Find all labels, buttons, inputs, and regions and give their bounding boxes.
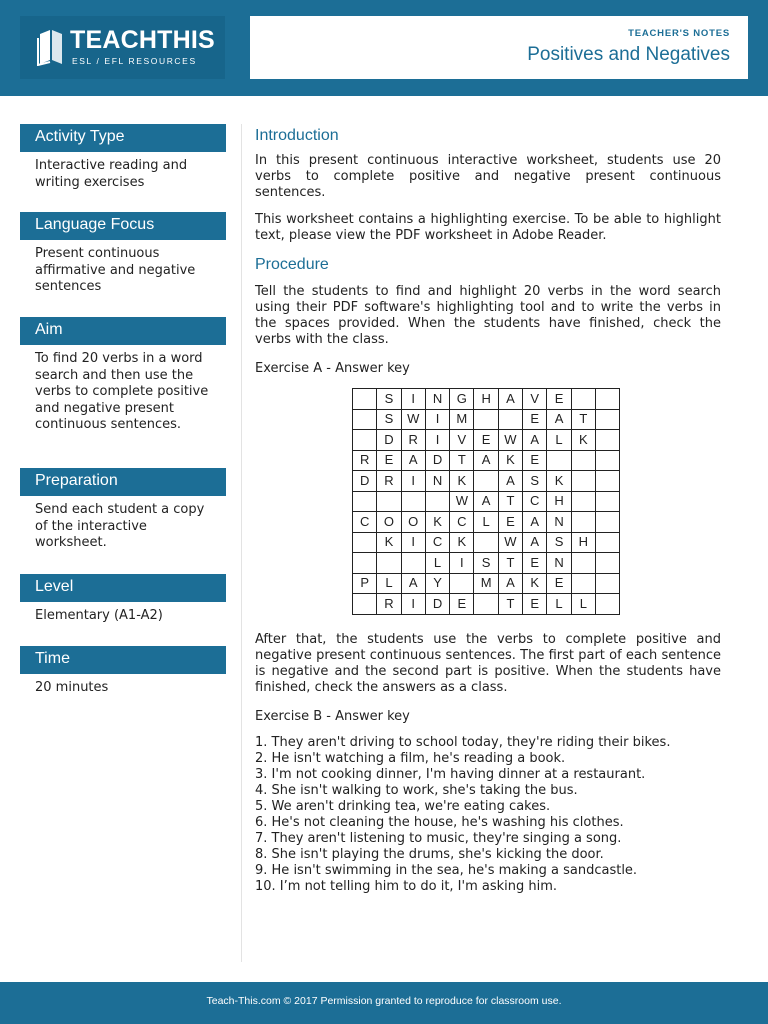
grid-cell: A <box>474 450 498 471</box>
footer-bar <box>0 982 768 1024</box>
grid-row <box>353 389 620 410</box>
answer-item: 7. They aren't listening to music, they're singing a song. <box>255 830 622 846</box>
answer-item: 5. We aren't drinking tea, we're eating cakes. <box>255 798 551 814</box>
grid-cell: A <box>498 389 522 410</box>
grid-cell: A <box>401 573 425 594</box>
page-title: Positives and Negatives <box>527 44 730 65</box>
grid-cell: I <box>425 409 449 430</box>
grid-cell: C <box>523 491 547 512</box>
grid-cell <box>547 450 571 471</box>
grid-cell: E <box>523 553 547 574</box>
intro-heading: Introduction <box>255 127 339 144</box>
grid-cell: S <box>377 409 401 430</box>
grid-cell: L <box>547 594 571 615</box>
grid-cell <box>571 491 595 512</box>
grid-cell: L <box>474 512 498 533</box>
sidebar-body: Interactive reading and writing exercises <box>35 158 188 190</box>
grid-cell <box>353 409 377 430</box>
grid-cell: A <box>401 450 425 471</box>
grid-cell: V <box>450 430 474 451</box>
grid-cell: K <box>571 430 595 451</box>
grid-cell <box>401 553 425 574</box>
grid-cell: I <box>401 594 425 615</box>
grid-cell: I <box>425 430 449 451</box>
sidebar-body: 20 minutes <box>35 680 109 695</box>
grid-cell <box>425 491 449 512</box>
exercise-b-label: Exercise B - Answer key <box>255 708 410 724</box>
grid-cell: E <box>450 594 474 615</box>
grid-cell: C <box>450 512 474 533</box>
grid-cell <box>450 573 474 594</box>
grid-cell <box>474 532 498 553</box>
grid-cell <box>595 491 619 512</box>
grid-cell <box>571 389 595 410</box>
sidebar-section-activity-type <box>20 124 226 212</box>
grid-cell <box>571 573 595 594</box>
grid-cell <box>595 594 619 615</box>
grid-cell: T <box>498 594 522 615</box>
grid-cell: A <box>523 532 547 553</box>
grid-cell: H <box>547 491 571 512</box>
grid-cell: T <box>571 409 595 430</box>
grid-cell: E <box>523 409 547 430</box>
grid-cell: C <box>425 532 449 553</box>
grid-cell: T <box>498 491 522 512</box>
procedure-heading: Procedure <box>255 256 329 273</box>
header-bar <box>0 0 768 96</box>
grid-cell <box>595 573 619 594</box>
grid-cell <box>571 471 595 492</box>
grid-cell: E <box>547 573 571 594</box>
sidebar-heading: Time <box>20 646 226 674</box>
grid-cell <box>353 594 377 615</box>
grid-cell: D <box>425 450 449 471</box>
grid-cell: R <box>377 471 401 492</box>
grid-cell: C <box>353 512 377 533</box>
intro-paragraph-1: In this present continuous interactive worksheet, students use 20 verbs to complete positive and negative present continuous sentences. <box>255 153 721 200</box>
grid-cell: O <box>401 512 425 533</box>
grid-cell: W <box>498 532 522 553</box>
column-divider <box>241 124 242 962</box>
sidebar-section-level <box>20 574 226 646</box>
grid-cell <box>595 512 619 533</box>
grid-cell <box>401 491 425 512</box>
procedure-paragraph: Tell the students to find and highlight 20 verbs in the word search using their PDF software's highlighting tool and to write the verbs in the spaces provided. When the students have finished, check the verbs with the class. <box>255 284 721 347</box>
sidebar-body: Elementary (A1-A2) <box>35 608 163 623</box>
grid-cell <box>498 409 522 430</box>
logo <box>20 16 225 79</box>
logo-title: TEACHTHIS <box>70 26 215 54</box>
grid-cell <box>353 553 377 574</box>
grid-cell <box>377 553 401 574</box>
grid-cell: K <box>425 512 449 533</box>
grid-cell <box>595 430 619 451</box>
grid-cell: A <box>523 512 547 533</box>
grid-row <box>353 532 620 553</box>
grid-cell: I <box>401 389 425 410</box>
sidebar-heading: Level <box>20 574 226 602</box>
grid-cell: S <box>474 553 498 574</box>
grid-cell: E <box>474 430 498 451</box>
grid-cell: Y <box>425 573 449 594</box>
grid-cell: N <box>547 512 571 533</box>
grid-cell: P <box>353 573 377 594</box>
grid-cell: H <box>474 389 498 410</box>
footer-text: Teach-This.com © 2017 Permission granted to reproduce for classroom use. <box>206 995 562 1007</box>
grid-cell: M <box>450 409 474 430</box>
grid-cell: K <box>450 532 474 553</box>
after-paragraph: After that, the students use the verbs to complete positive and negative present continuous sentences. The first part of each sentence is negative and the second part is positive. When the students have finished, check the answers as a class. <box>255 631 721 695</box>
grid-cell: L <box>571 594 595 615</box>
grid-cell: A <box>474 491 498 512</box>
book-icon <box>36 28 66 70</box>
sidebar-section-preparation <box>20 468 226 574</box>
grid-cell <box>595 471 619 492</box>
sidebar-section-language-focus <box>20 212 226 317</box>
section-label: TEACHER'S NOTES <box>628 28 730 39</box>
grid-row <box>353 471 620 492</box>
grid-row <box>353 553 620 574</box>
sidebar-body: To find 20 verbs in a word search and then use the verbs to complete positive and negative present continuous sentences. <box>35 351 209 432</box>
grid-cell <box>353 430 377 451</box>
grid-cell: L <box>425 553 449 574</box>
grid-cell: M <box>474 573 498 594</box>
grid-cell <box>474 471 498 492</box>
sidebar-heading: Aim <box>20 317 226 345</box>
grid-row <box>353 430 620 451</box>
answer-list <box>255 735 721 895</box>
grid-cell: W <box>498 430 522 451</box>
answer-item: 6. He's not cleaning the house, he's washing his clothes. <box>255 814 624 830</box>
intro-paragraph-2: This worksheet contains a highlighting exercise. To be able to highlight text, please view the PDF worksheet in Adobe Reader. <box>255 212 721 243</box>
grid-cell <box>571 512 595 533</box>
sidebar-body: Send each student a copy of the interactive worksheet. <box>35 502 205 550</box>
sidebar-heading: Language Focus <box>20 212 226 240</box>
grid-cell: R <box>401 430 425 451</box>
grid-cell: T <box>450 450 474 471</box>
grid-cell: S <box>547 532 571 553</box>
grid-cell: K <box>377 532 401 553</box>
grid-cell: T <box>498 553 522 574</box>
grid-cell: E <box>498 512 522 533</box>
grid-cell: E <box>547 389 571 410</box>
grid-cell: S <box>523 471 547 492</box>
sidebar-section-aim <box>20 317 226 468</box>
answer-item: 1. They aren't driving to school today, they're riding their bikes. <box>255 734 671 750</box>
sidebar-body: Present continuous affirmative and negative sentences <box>35 246 196 294</box>
grid-cell: I <box>401 532 425 553</box>
grid-row <box>353 409 620 430</box>
grid-cell: A <box>547 409 571 430</box>
grid-cell: A <box>498 471 522 492</box>
grid-row <box>353 594 620 615</box>
main-content <box>255 128 721 895</box>
answer-item: 2. He isn't watching a film, he's reading a book. <box>255 750 566 766</box>
grid-cell: R <box>353 450 377 471</box>
sidebar-section-time <box>20 646 226 697</box>
grid-cell: K <box>547 471 571 492</box>
sidebar-heading: Preparation <box>20 468 226 496</box>
grid-cell: H <box>571 532 595 553</box>
grid-cell <box>595 389 619 410</box>
grid-cell <box>474 594 498 615</box>
grid-cell: I <box>401 471 425 492</box>
answer-item: 10. I’m not telling him to do it, I'm asking him. <box>255 878 558 894</box>
sidebar <box>20 124 226 697</box>
answer-item: 4. She isn't walking to work, she's taking the bus. <box>255 782 578 798</box>
grid-cell: K <box>498 450 522 471</box>
grid-cell <box>595 553 619 574</box>
grid-row <box>353 491 620 512</box>
grid-cell: K <box>523 573 547 594</box>
grid-cell: N <box>425 471 449 492</box>
grid-cell <box>474 409 498 430</box>
grid-cell <box>595 532 619 553</box>
grid-cell: E <box>523 450 547 471</box>
grid-cell: G <box>450 389 474 410</box>
grid-cell: L <box>377 573 401 594</box>
grid-cell: A <box>523 430 547 451</box>
grid-cell <box>353 389 377 410</box>
sidebar-heading: Activity Type <box>20 124 226 152</box>
grid-cell: A <box>498 573 522 594</box>
grid-cell: N <box>547 553 571 574</box>
grid-cell <box>571 553 595 574</box>
grid-cell <box>571 450 595 471</box>
grid-cell: R <box>377 594 401 615</box>
answer-item: 3. I'm not cooking dinner, I'm having dinner at a restaurant. <box>255 766 646 782</box>
grid-cell: W <box>401 409 425 430</box>
grid-cell: N <box>425 389 449 410</box>
grid-cell: S <box>377 389 401 410</box>
grid-cell: K <box>450 471 474 492</box>
grid-cell: D <box>425 594 449 615</box>
grid-cell: D <box>353 471 377 492</box>
exercise-a-label: Exercise A - Answer key <box>255 361 410 376</box>
grid-cell: E <box>377 450 401 471</box>
grid-cell <box>595 409 619 430</box>
grid-cell: O <box>377 512 401 533</box>
grid-cell: I <box>450 553 474 574</box>
grid-row <box>353 512 620 533</box>
grid-row <box>353 450 620 471</box>
grid-cell: L <box>547 430 571 451</box>
grid-cell: E <box>523 594 547 615</box>
grid-cell <box>377 491 401 512</box>
answer-item: 8. She isn't playing the drums, she's kicking the door. <box>255 846 604 862</box>
grid-cell: V <box>523 389 547 410</box>
grid-cell <box>353 532 377 553</box>
title-box <box>250 16 748 79</box>
grid-cell: W <box>450 491 474 512</box>
grid-row <box>353 573 620 594</box>
grid-cell <box>595 450 619 471</box>
logo-subtitle: ESL / EFL RESOURCES <box>72 56 197 66</box>
grid-cell: D <box>377 430 401 451</box>
answer-item: 9. He isn't swimming in the sea, he's making a sandcastle. <box>255 862 638 878</box>
grid-cell <box>353 491 377 512</box>
word-search-grid <box>352 388 620 615</box>
